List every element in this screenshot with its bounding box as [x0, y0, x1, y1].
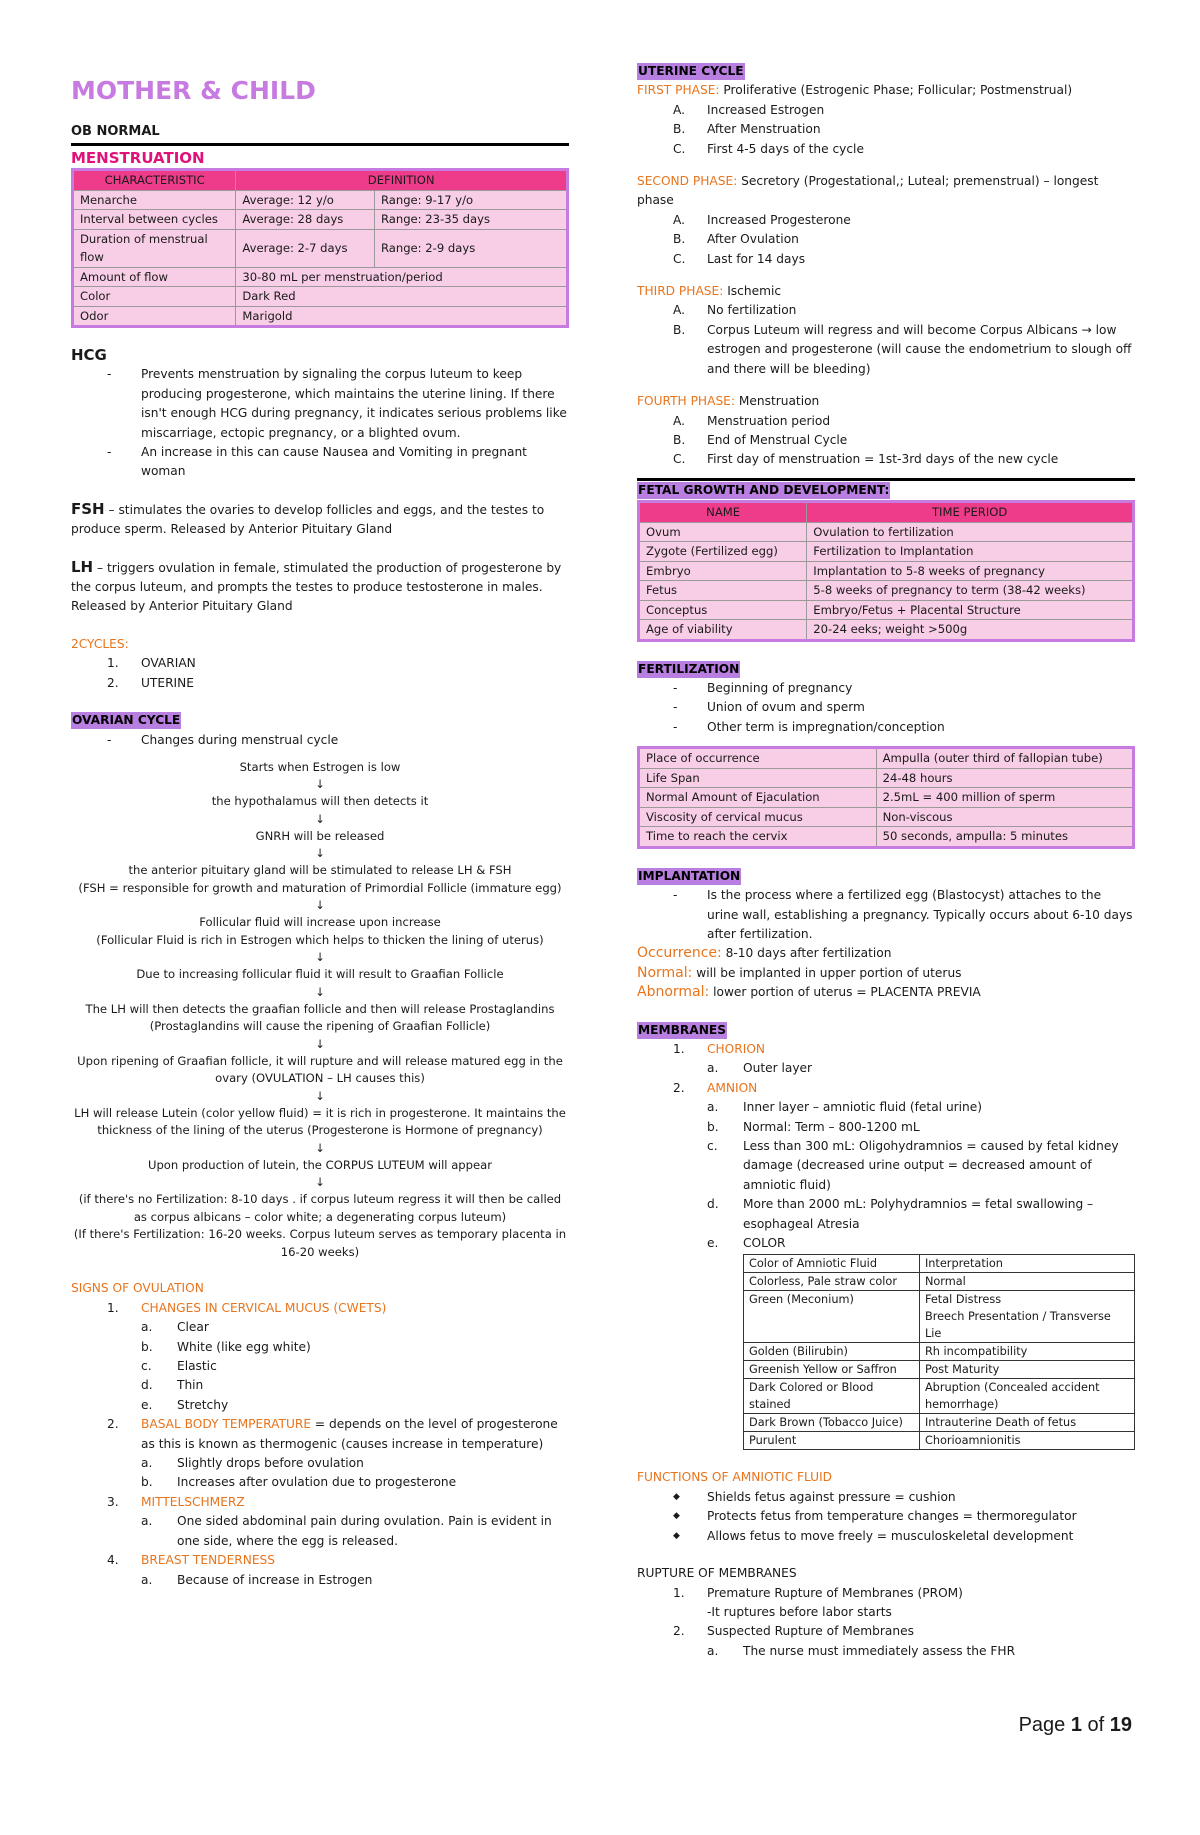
phase-text: Ischemic [723, 284, 782, 299]
list-item-text: More than 2000 mL: Polyhydramnios = fetal swallowing – esophageal Atresia [743, 1197, 1094, 1231]
list-item [637, 301, 1135, 320]
cell: Non-viscous [876, 807, 1133, 827]
fertilization-list [637, 679, 1135, 737]
cell: Range: 2-9 days [374, 229, 567, 267]
phase-line [637, 392, 1135, 411]
table-row [639, 522, 1134, 542]
item-letter: a. [141, 1456, 153, 1471]
lh-paragraph [71, 558, 569, 617]
flow-arrow: ↓ [315, 1175, 325, 1190]
cell: Time to reach the cervix [639, 827, 877, 848]
phase-label: FIRST PHASE: [637, 83, 720, 98]
sign-label: BASAL BODY TEMPERATURE [141, 1417, 312, 1432]
sign-item [71, 1493, 569, 1512]
cell: Average: 28 days [236, 210, 375, 230]
list-item-text: Slightly drops before ovulation [177, 1456, 364, 1471]
list-item-text: Last for 14 days [707, 251, 806, 266]
cell: Conceptus [639, 600, 807, 620]
list-item [637, 120, 1135, 139]
list-item-text: Menstruation period [707, 413, 831, 428]
cell: Duration of menstrual flow [73, 229, 236, 267]
sign-text: = depends on the level of progesterone as this is known as thermogenic (causes increase in temperature) [141, 1417, 558, 1451]
list-item: - Union of ovum and sperm [637, 698, 1135, 717]
page-label: Page [1018, 1714, 1071, 1736]
hcg-heading: HCG [71, 346, 107, 364]
cell: Range: 9-17 y/o [374, 190, 567, 210]
phase-label: FOURTH PHASE: [637, 394, 735, 409]
phase-sublist [637, 301, 1135, 379]
list-item: 2. Suspected Rupture of Membranes [673, 1624, 914, 1639]
phase-line [637, 81, 1135, 100]
list-item-text: Clear [177, 1320, 209, 1335]
signs-of-ovulation-heading: SIGNS OF OVULATION [71, 1281, 204, 1296]
page-number [1019, 1714, 1132, 1737]
table-row [639, 788, 1134, 808]
list-item-text: Because of increase in Estrogen [177, 1572, 373, 1587]
left-column [71, 62, 569, 1590]
flow-arrow: ↓ [315, 984, 325, 999]
total-pages: 19 [1109, 1714, 1132, 1736]
table-header: NAME [639, 502, 807, 523]
cell: Place of occurrence [639, 748, 877, 769]
sign-item [71, 1551, 569, 1570]
list-item-text: One sided abdominal pain during ovulation. Pain is evident in one side, where the egg is released. [177, 1514, 552, 1548]
sign-label: MITTELSCHMERZ [141, 1494, 245, 1509]
current-page: 1 [1070, 1714, 1082, 1736]
list-item: - Prevents menstruation by signaling the corpus luteum to keep producing progesterone, which maintains the uterine lining. If there isn't enough HCG during pregnancy, it indicates serious problems like miscarriage, ectopic pregnancy, or a blighted ovum. [71, 365, 569, 443]
list-item-text: -It ruptures before labor starts [707, 1604, 892, 1619]
table-row [639, 600, 1134, 620]
list-item-text: First day of menstruation = 1st-3rd days of the new cycle [707, 452, 1059, 467]
flow-arrow: ↓ [315, 811, 325, 826]
cell: 30-80 mL per menstruation/period [236, 267, 568, 287]
table-row [639, 807, 1134, 827]
implantation-list [637, 886, 1135, 944]
item-letter: C. [673, 251, 686, 266]
list-item-text: Premature Rupture of Membranes (PROM) [707, 1585, 963, 1600]
table-row [744, 1432, 1135, 1450]
cell: Average: 2-7 days [236, 229, 375, 267]
document-title: MOTHER & CHILD [71, 76, 316, 105]
list-item [637, 1234, 1135, 1253]
table-row [639, 748, 1134, 769]
list-item-text: No fertilization [707, 303, 797, 318]
table-row [639, 561, 1134, 581]
table-row [639, 542, 1134, 562]
list-item [71, 1396, 569, 1415]
phase-label: SECOND PHASE: [637, 174, 738, 189]
flow-step: (if there's no Fertilization: 8-10 days . if corpus luteum regress it will then be called as corpus albicans – color white; a degenerating corpus luteum) (If there's Fertilization: 16-20 weeks. Corpus luteum serves as temporary placenta in 16-20 weeks) [73, 1192, 567, 1259]
item-letter: e. [141, 1397, 153, 1412]
cell: Zygote (Fertilized egg) [639, 542, 807, 562]
chorion-sublist [637, 1059, 1135, 1078]
ovarian-cycle-heading: OVARIAN CYCLE [72, 713, 181, 728]
cell: Dark Colored or Blood stained [744, 1379, 920, 1414]
cell: Normal [919, 1273, 1134, 1291]
table-row [73, 306, 568, 327]
item-letter: A. [673, 413, 685, 428]
list-item-text: End of Menstrual Cycle [707, 432, 848, 447]
phase-line [637, 172, 1135, 211]
list-item-text: Increased Progesterone [707, 212, 851, 227]
list-item [637, 140, 1135, 159]
phase-text: Secretory (Progestational,; Luteal; premenstrual) – longest phase [637, 174, 1099, 208]
cell: Colorless, Pale straw color [744, 1273, 920, 1291]
list-item: 1. CHORION [673, 1042, 766, 1056]
occurrence-label: Occurrence: [637, 945, 722, 962]
cell: Abruption (Concealed accident hemorrhage) [919, 1379, 1134, 1414]
cell: Range: 23-35 days [374, 210, 567, 230]
lh-label: LH [71, 557, 94, 576]
table-row [744, 1361, 1135, 1379]
fertilization-heading: FERTILIZATION [638, 661, 740, 676]
phase-text: Menstruation [734, 394, 820, 409]
lh-text: – triggers ovulation in female, stimulated the production of progesterone by the corpus luteum, and prompts the testes to produce testosterone in males. Released by Anterior Pituitary Gland [71, 560, 562, 614]
phase-label: THIRD PHASE: [637, 284, 724, 299]
list-item-text: The nurse must immediately assess the FHR [743, 1643, 1016, 1658]
cell: Implantation to 5-8 weeks of pregnancy [807, 561, 1134, 581]
chorion-label: CHORION [707, 1042, 766, 1056]
list-item-text: Inner layer – amniotic fluid (fetal urine) [743, 1100, 983, 1115]
item-letter: b. [141, 1475, 153, 1490]
list-item-text: Stretchy [177, 1397, 229, 1412]
flow-step: The LH will then detects the graafian follicle and then will release Prostaglandins (Prostaglandins will cause the ripening of Graafian Follicle) [85, 1001, 555, 1034]
uterine-cycle-heading: UTERINE CYCLE [638, 64, 744, 78]
list-item: 1. OVARIAN [107, 656, 196, 671]
item-letter: b. [707, 1119, 719, 1134]
list-item [71, 1299, 569, 1318]
list-item [637, 431, 1135, 450]
sign-sublist [71, 1571, 569, 1590]
cycles-list [71, 654, 569, 693]
cell: Embryo [639, 561, 807, 581]
list-item [637, 1195, 1135, 1234]
functions-list [637, 1488, 1135, 1546]
table-row [744, 1343, 1135, 1361]
sign-item [71, 1415, 569, 1454]
item-letter: B. [673, 122, 686, 137]
list-item [637, 1603, 1135, 1622]
abnormal-text: lower portion of uterus = PLACENTA PREVIA [709, 985, 981, 1000]
flow-arrow: ↓ [315, 950, 325, 965]
cell: Life Span [639, 768, 877, 788]
list-item [71, 1318, 569, 1337]
list-item [637, 211, 1135, 230]
phase-sublist [637, 101, 1135, 159]
item-letter: B. [673, 322, 686, 337]
item-number: 4. [107, 1553, 119, 1568]
list-item [71, 1512, 569, 1551]
list-item-text: Suspected Rupture of Membranes [707, 1624, 914, 1639]
list-item [637, 1137, 1135, 1195]
cell: Purulent [744, 1432, 920, 1450]
flow-step: Starts when Estrogen is low [239, 759, 401, 774]
item-letter: C. [673, 452, 686, 467]
fsh-text: – stimulates the ovaries to develop follicles and eggs, and the testes to produce sperm. Released by Anterior Pituitary Gland [71, 502, 545, 537]
list-item [71, 1376, 569, 1395]
list-item [637, 1098, 1135, 1117]
flow-step: LH will release Lutein (color yellow fluid) = it is rich in progesterone. It maintains the thickness of the lining of the uterus (Progesterone is Hormone of pregnancy) [74, 1105, 566, 1138]
list-item-text: Thin [177, 1378, 204, 1393]
sign-sublist [71, 1318, 569, 1415]
flow-step: Upon production of lutein, the CORPUS LUTEUM will appear [147, 1157, 493, 1172]
table-header: TIME PERIOD [807, 502, 1134, 523]
cell: Fertilization to Implantation [807, 542, 1134, 562]
list-item: ◆ Shields fetus against pressure = cushion [637, 1488, 1135, 1507]
cycles-heading: 2CYCLES: [71, 636, 129, 651]
cell: Normal Amount of Ejaculation [639, 788, 877, 808]
table-header: Interpretation [919, 1255, 1134, 1273]
membranes-list-2 [637, 1079, 1135, 1098]
rupture-list [637, 1584, 1135, 1642]
cell: Rh incompatibility [919, 1343, 1134, 1361]
list-item-text: Normal: Term – 800-1200 mL [743, 1119, 920, 1134]
item-letter: B. [673, 232, 686, 247]
item-letter: B. [673, 432, 686, 447]
flow-arrow: ↓ [315, 1088, 325, 1103]
list-item-text: Elastic [177, 1359, 217, 1374]
cell: Ovum [639, 522, 807, 542]
list-item [637, 101, 1135, 120]
flow-step: the hypothalamus will then detects it [211, 794, 429, 809]
flow-step: GNRH will be released [255, 828, 385, 843]
flow-arrow: ↓ [315, 1140, 325, 1155]
phase-line [637, 282, 1135, 301]
ovarian-list [71, 731, 569, 750]
table-row [639, 581, 1134, 601]
list-item [71, 1551, 569, 1570]
list-item: - Other term is impregnation/conception [637, 718, 1135, 737]
implantation-line [637, 983, 1135, 1002]
list-item [637, 450, 1135, 469]
list-item [71, 1415, 569, 1454]
item-letter: a. [707, 1100, 719, 1115]
implantation-line [637, 964, 1135, 983]
list-item [637, 250, 1135, 269]
ovarian-flowchart [71, 759, 569, 1262]
cell: Fetal Distress Breech Presentation / Transverse Lie [919, 1291, 1134, 1343]
flow-arrow: ↓ [315, 777, 325, 792]
item-letter: a. [141, 1320, 153, 1335]
cell: Marigold [236, 306, 568, 327]
list-item-text: Increases after ovulation due to progesterone [177, 1475, 457, 1490]
list-item-text: UTERINE [141, 675, 194, 690]
item-number: 3. [107, 1494, 119, 1509]
right-column [637, 62, 1135, 1661]
cell: Dark Brown (Tobacco Juice) [744, 1414, 920, 1432]
table-header: Color of Amniotic Fluid [744, 1255, 920, 1273]
list-item-text: White (like egg white) [177, 1339, 311, 1354]
of-label: of [1081, 1714, 1110, 1736]
membranes-list [637, 1040, 1135, 1059]
table-row [73, 190, 568, 210]
cell: 20-24 eeks; weight >500g [807, 620, 1134, 641]
flow-arrow: ↓ [315, 1036, 325, 1051]
phase-sublist [637, 211, 1135, 269]
list-item: 2. AMNION [673, 1080, 758, 1095]
phase-text: Proliferative (Estrogenic Phase; Follicular; Postmenstrual) [719, 83, 1073, 98]
list-item [637, 230, 1135, 249]
item-letter: c. [141, 1359, 152, 1374]
item-letter: a. [141, 1514, 153, 1529]
implantation-line [637, 944, 1135, 963]
cell: Color [73, 287, 236, 307]
list-item: ◆ Allows fetus to move freely = musculoskeletal development [637, 1527, 1135, 1546]
table-header-row [744, 1255, 1135, 1273]
list-item [71, 1454, 569, 1473]
menstruation-table [71, 168, 569, 328]
cell: Amount of flow [73, 267, 236, 287]
cell: Golden (Bilirubin) [744, 1343, 920, 1361]
cell: 5-8 weeks of pregnancy to term (38-42 weeks) [807, 581, 1134, 601]
flow-arrow: ↓ [315, 898, 325, 913]
cell: Age of viability [639, 620, 807, 641]
list-item-text: Increased Estrogen [707, 102, 825, 117]
flow-step: Due to increasing follicular fluid it will result to Graafian Follicle [136, 967, 504, 982]
cell: 50 seconds, ampulla: 5 minutes [876, 827, 1133, 848]
fetal-table [637, 500, 1135, 642]
cell: Fetus [639, 581, 807, 601]
cell: Embryo/Fetus + Placental Structure [807, 600, 1134, 620]
implantation-heading: IMPLANTATION [638, 868, 741, 883]
item-letter: A. [673, 102, 685, 117]
cell: Dark Red [236, 287, 568, 307]
item-number: 1. [107, 1300, 119, 1315]
ob-normal-heading: OB NORMAL [71, 124, 569, 146]
item-letter: c. [707, 1139, 718, 1154]
flow-step: the anterior pituitary gland will be stimulated to release LH & FSH (FSH = responsible for growth and maturation of Primordial Follicle (immature egg) [78, 863, 562, 895]
flow-arrow: ↓ [315, 846, 325, 861]
cell: 2.5mL = 400 million of sperm [876, 788, 1133, 808]
normal-label: Normal: [637, 964, 693, 981]
table-header: DEFINITION [236, 170, 568, 191]
list-item [637, 1118, 1135, 1137]
list-item [71, 1357, 569, 1376]
list-item [71, 1473, 569, 1492]
table-row [73, 210, 568, 230]
cell: Ampulla (outer third of fallopian tube) [876, 748, 1133, 769]
list-item-text: Outer layer [743, 1061, 813, 1076]
list-item-text: OVARIAN [141, 656, 196, 671]
cell: Menarche [73, 190, 236, 210]
table-row [744, 1291, 1135, 1343]
table-row [744, 1273, 1135, 1291]
cell: Green (Meconium) [744, 1291, 920, 1343]
rupture-heading: RUPTURE OF MEMBRANES [637, 1566, 797, 1581]
table-row [73, 229, 568, 267]
list-item [637, 412, 1135, 431]
fsh-label: FSH [71, 499, 105, 518]
item-letter: b. [141, 1339, 153, 1354]
list-item: a. Outer layer [707, 1061, 813, 1076]
list-item-text: Less than 300 mL: Oligohydramnios = caused by fetal kidney damage (decreased urine output = decreased amount of amniotic fluid) [743, 1139, 1119, 1192]
list-item [637, 321, 1135, 379]
cell: Greenish Yellow or Saffron [744, 1361, 920, 1379]
cell: Chorioamnionitis [919, 1432, 1134, 1450]
list-item-text: After Ovulation [707, 232, 799, 247]
functions-heading: FUNCTIONS OF AMNIOTIC FLUID [637, 1470, 833, 1485]
amniotic-color-table [743, 1254, 1135, 1450]
list-item [71, 1493, 569, 1512]
table-row [744, 1379, 1135, 1414]
sign-label: CHANGES IN CERVICAL MUCUS (CWETS) [141, 1300, 387, 1315]
item-letter: d. [707, 1197, 719, 1212]
list-item [71, 1338, 569, 1357]
amnion-label: AMNION [707, 1080, 758, 1095]
table-row [744, 1414, 1135, 1432]
cell: Interval between cycles [73, 210, 236, 230]
table-row [639, 620, 1134, 641]
sign-sublist [71, 1454, 569, 1493]
cell: Post Maturity [919, 1361, 1134, 1379]
flow-step: Upon ripening of Graafian follicle, it will rupture and will release matured egg in the ovary (OVULATION – LH causes this) [77, 1053, 563, 1086]
phase-sublist [637, 412, 1135, 470]
fsh-paragraph [71, 500, 569, 540]
list-item: - Beginning of pregnancy [637, 679, 1135, 698]
item-letter: a. [141, 1572, 153, 1587]
uterine-phases [637, 81, 1135, 469]
list-item: 2. UTERINE [107, 675, 194, 690]
sign-label: BREAST TENDERNESS [141, 1553, 276, 1568]
cell: Odor [73, 306, 236, 327]
item-letter: A. [673, 303, 685, 318]
hcg-list [71, 365, 569, 481]
list-item: - Is the process where a fertilized egg (Blastocyst) attaches to the urine wall, establishing a pregnancy. Typically occurs about 6-10 days after fertilization. [637, 886, 1135, 944]
cell: Intrauterine Death of fetus [919, 1414, 1134, 1432]
list-item-text: First 4-5 days of the cycle [707, 141, 864, 156]
flow-step: Follicular fluid will increase upon increase (Follicular Fluid is rich in Estrogen which helps to thicken the lining of uterus) [96, 915, 544, 947]
sign-sublist [71, 1512, 569, 1551]
table-row [639, 768, 1134, 788]
table-header: CHARACTERISTIC [73, 170, 236, 191]
fetal-growth-heading: FETAL GROWTH AND DEVELOPMENT: [638, 482, 890, 497]
cell: 24-48 hours [876, 768, 1133, 788]
sign-item [71, 1299, 569, 1318]
list-item [71, 1571, 569, 1590]
item-letter: e. [707, 1236, 719, 1251]
table-row [639, 827, 1134, 848]
cell: Ovulation to fertilization [807, 522, 1134, 542]
amnion-sublist [637, 1098, 1135, 1253]
abnormal-label: Abnormal: [637, 984, 710, 1001]
rupture-sublist [637, 1642, 1135, 1661]
list-item-text: After Menstruation [707, 122, 821, 137]
table-row [73, 287, 568, 307]
item-letter: A. [673, 212, 685, 227]
list-item: 1. Premature Rupture of Membranes (PROM) [673, 1585, 963, 1600]
menstruation-heading: MENSTRUATION [71, 149, 205, 167]
list-item: a. The nurse must immediately assess the FHR [707, 1643, 1016, 1658]
table-row [73, 267, 568, 287]
list-item: ◆ Protects fetus from temperature changes = thermoregulator [637, 1507, 1135, 1526]
item-letter: C. [673, 141, 686, 156]
cell: Viscosity of cervical mucus [639, 807, 877, 827]
occurrence-text: 8-10 days after fertilization [721, 946, 892, 961]
list-item-text: COLOR [743, 1236, 786, 1251]
list-item: - An increase in this can cause Nausea and Vomiting in pregnant woman [71, 443, 569, 482]
cell: Average: 12 y/o [236, 190, 375, 210]
list-item: - Changes during menstrual cycle [71, 731, 569, 750]
list-item-text: Corpus Luteum will regress and will become Corpus Albicans → low estrogen and progesterone (will cause the endometrium to slough off and there will be bleeding) [707, 322, 1132, 376]
normal-text: will be implanted in upper portion of uterus [692, 965, 962, 980]
signs-list [71, 1299, 569, 1590]
item-letter: d. [141, 1378, 153, 1393]
item-number: 2. [107, 1417, 119, 1432]
fertilization-table [637, 746, 1135, 849]
membranes-heading: MEMBRANES [638, 1022, 726, 1037]
